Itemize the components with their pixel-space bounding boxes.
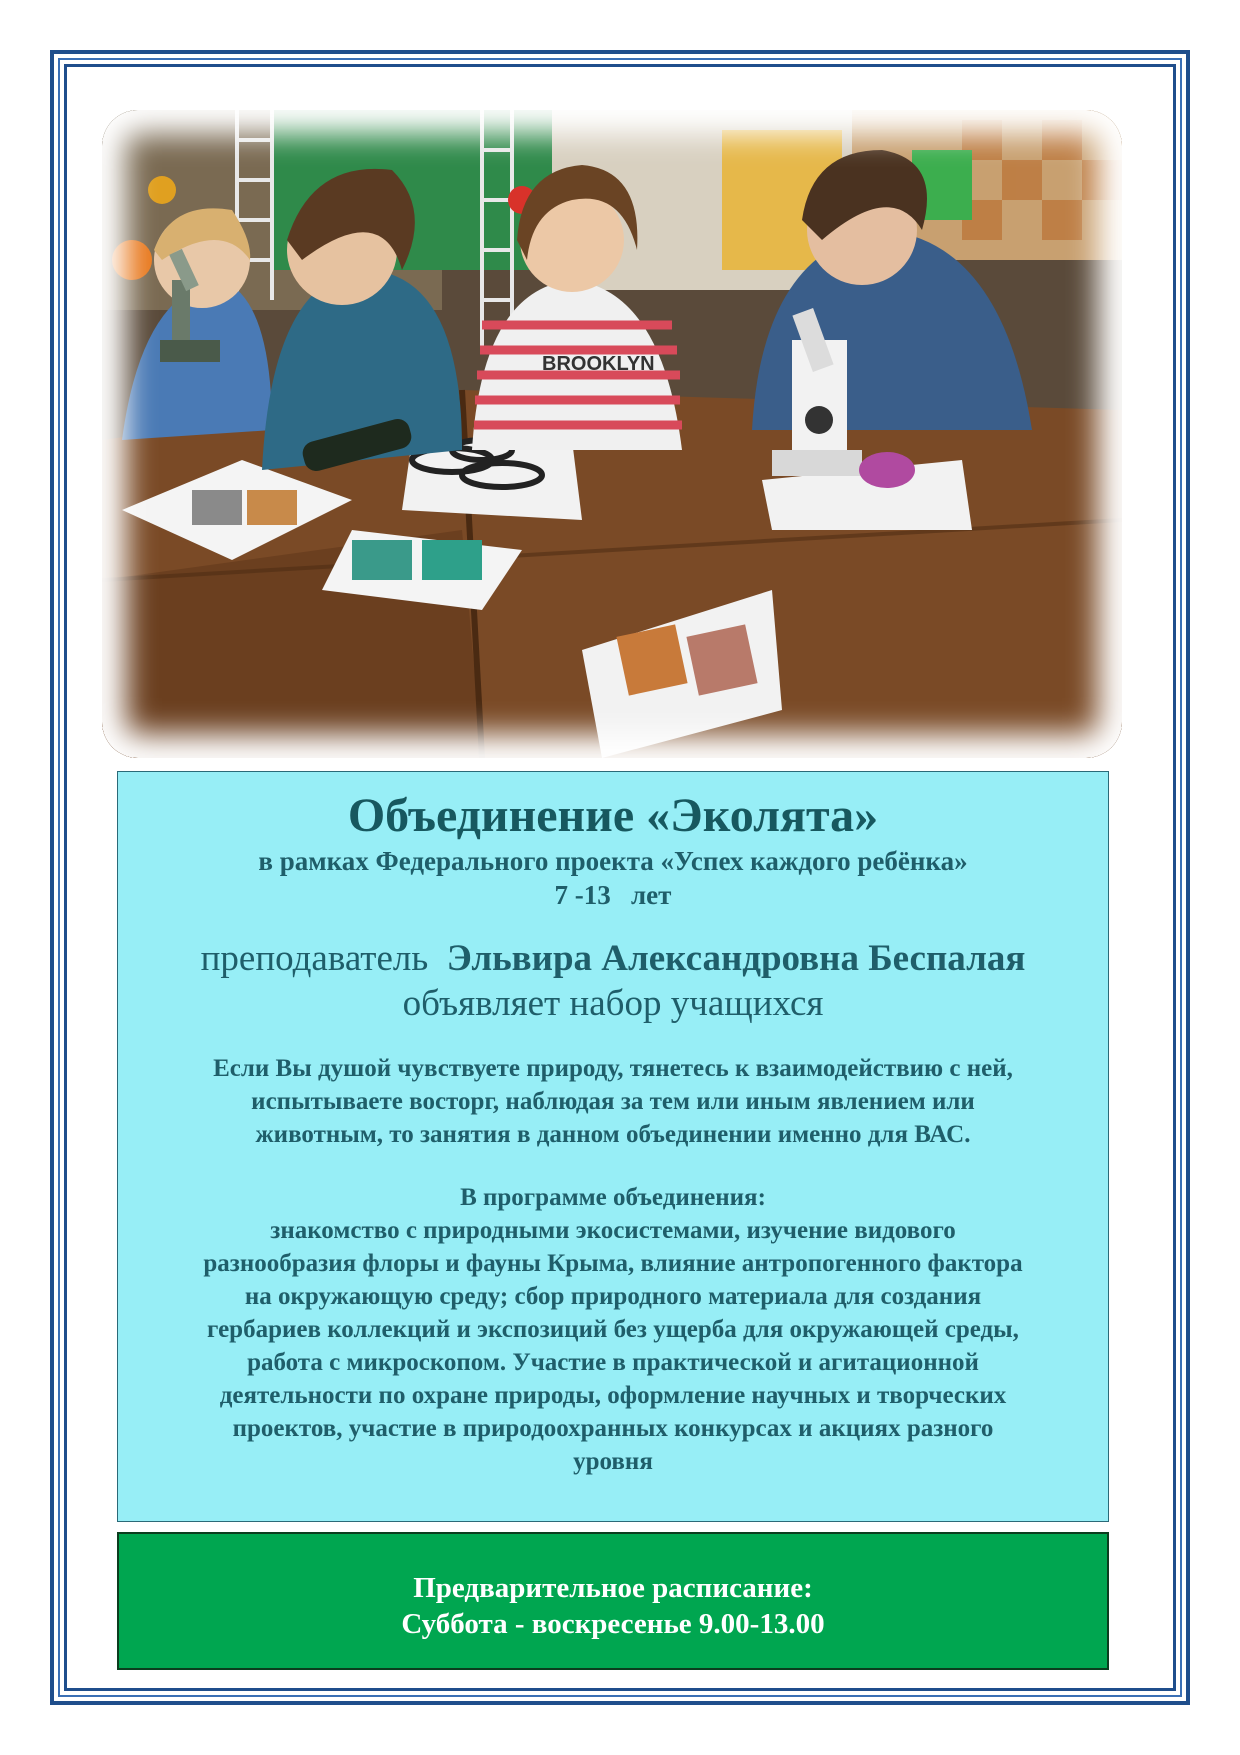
schedule-time: Суббота - воскресенье 9.00-13.00 — [401, 1608, 825, 1640]
teacher-role: преподаватель — [200, 938, 429, 979]
program-line: уровня — [573, 1448, 653, 1475]
intro-paragraph — [118, 1052, 1108, 1151]
teacher-name: Эльвира Александровна Беспалая — [446, 938, 1026, 979]
shirt-text: BROOKLYN — [542, 353, 655, 375]
page-title: Объединение «Эколята» — [347, 789, 879, 842]
program-description — [118, 1214, 1108, 1478]
program-line: гербариев коллекций и экспозиций без ущерба для окружающей среды, — [207, 1316, 1019, 1343]
intro-line: животным, то занятия в данном объединении именно для ВАС. — [255, 1121, 971, 1148]
program-line: работа с микроскопом. Участие в практической и агитационной — [247, 1349, 979, 1376]
program-heading: В программе объединения: — [460, 1184, 766, 1211]
program-line: разнообразия флоры и фауны Крыма, влияние антропогенного фактора — [203, 1250, 1023, 1277]
schedule-box — [117, 1532, 1109, 1670]
program-line: знакомство с природными экосистемами, изучение видового — [270, 1217, 956, 1244]
info-box — [117, 771, 1109, 1522]
intro-line: Если Вы душой чувствуете природу, тянетесь к взаимодействию с ней, — [213, 1055, 1013, 1082]
intro-line: испытываете восторг, наблюдая за тем или иным явлением или — [251, 1088, 975, 1115]
teacher-line — [118, 936, 1108, 982]
announcement: объявляет набор учащихся — [402, 983, 824, 1024]
program-line: проектов, участие в природоохранных конкурсах и акциях разного — [232, 1415, 994, 1442]
classroom-photo — [102, 110, 1122, 758]
program-line: деятельности по охране природы, оформление научных и творческих — [219, 1382, 1007, 1409]
schedule-title: Предварительное расписание: — [413, 1572, 813, 1604]
program-line: на окружающую среду; сбор природного материала для создания — [244, 1283, 982, 1310]
subtitle: в рамках Федерального проекта «Успех каждого ребёнка» — [258, 846, 968, 876]
age-range: 7 -13 лет — [554, 880, 672, 910]
classroom-illustration — [102, 110, 1122, 758]
